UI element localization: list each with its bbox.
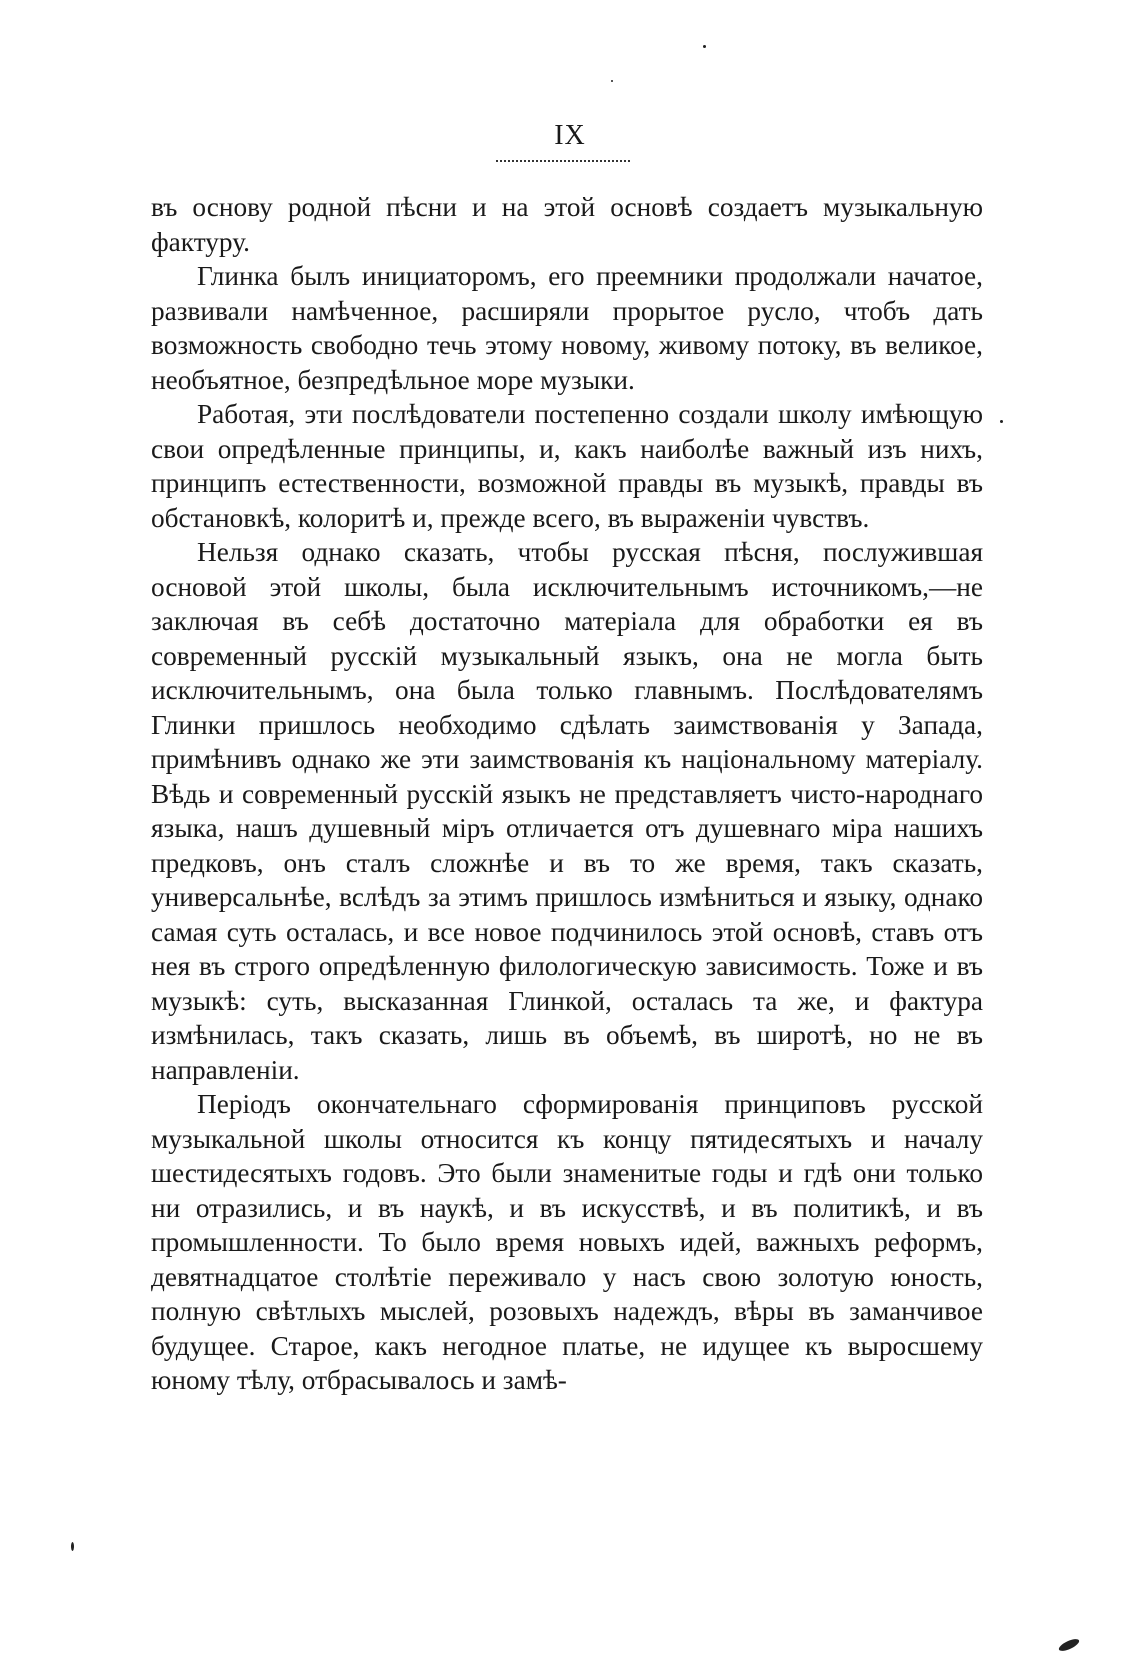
paragraph-5: Періодъ окончательнаго сформированія принциповъ русской музыкальной школы относится къ концу пятидесятыхъ и началу шестидесятыхъ годовъ. Это были знаменитые годы и гдѣ они только ни отразились, и въ наукѣ, и въ искусствѣ, и въ политикѣ, и въ промышленности. То было время новыхъ идей, важныхъ реформъ, девятнадцатое столѣтіе переживало у насъ свою золотую юность, полную свѣтлыхъ мыслей, розовыхъ надеждъ, вѣры въ заманчивое будущее. Старое, какъ негодное платье, не идущее къ выросшему юному тѣлу, отбрасывалось и замѣ- <box>151 1089 983 1395</box>
paragraph-3: Работая, эти послѣдователи постепенно создали школу имѣющую свои опредѣленные принципы, и, какъ наиболѣе важный изъ нихъ, принципъ естественности, возможной правды въ музыкѣ, правды въ обстановкѣ, колоритѣ и, прежде всего, въ выраженіи чувствъ. <box>151 399 983 533</box>
paragraph-1: въ основу родной пѣсни и на этой основѣ создаетъ музыкальную фактуру. <box>151 192 983 257</box>
scan-speck <box>1057 1637 1080 1653</box>
scan-speck <box>703 45 706 48</box>
scan-speck <box>611 80 613 82</box>
header-rule <box>496 160 630 162</box>
page-number: IX <box>554 120 586 151</box>
paragraph-4: Нельзя однако сказать, чтобы русская пѣсня, послужившая основой этой школы, была исключительнымъ источникомъ,—не заключая въ себѣ достаточно матеріала для обработки ея въ современный русскій музыкальный языкъ, она не могла быть исключительнымъ, она была только главнымъ. Послѣдователямъ Глинки пришлось необходимо сдѣлать заимствованія у Запада, примѣнивъ однако же эти заимствованія къ національному матеріалу. Вѣдь и современный русскій языкъ не представляетъ чисто-народнаго языка, нашъ душевный міръ отличается отъ душевнаго міра нашихъ предковъ, онъ сталъ сложнѣе и въ то же время, такъ сказать, универсальнѣе, вслѣдъ за этимъ пришлось измѣниться и языку, однако самая суть осталась, и все новое подчинилось этой основѣ, ставъ отъ нея въ строго опредѣленную филологическую зависимость. Тоже и въ музыкѣ: суть, высказанная Глинкой, осталась та же, и фактура измѣнилась, такъ сказать, лишь въ объемѣ, въ широтѣ, но не въ направленіи. <box>151 537 983 1085</box>
body-text <box>151 190 983 1398</box>
paragraph-2: Глинка былъ инициаторомъ, его преемники продолжали начатое, развивали намѣченное, расширяли прорытое русло, чтобъ дать возможность свободно течь этому новому, живому потоку, въ великое, необъятное, безпредѣльное море музыки. <box>151 261 983 395</box>
scan-speck <box>71 1542 74 1551</box>
scan-speck <box>1000 420 1003 423</box>
